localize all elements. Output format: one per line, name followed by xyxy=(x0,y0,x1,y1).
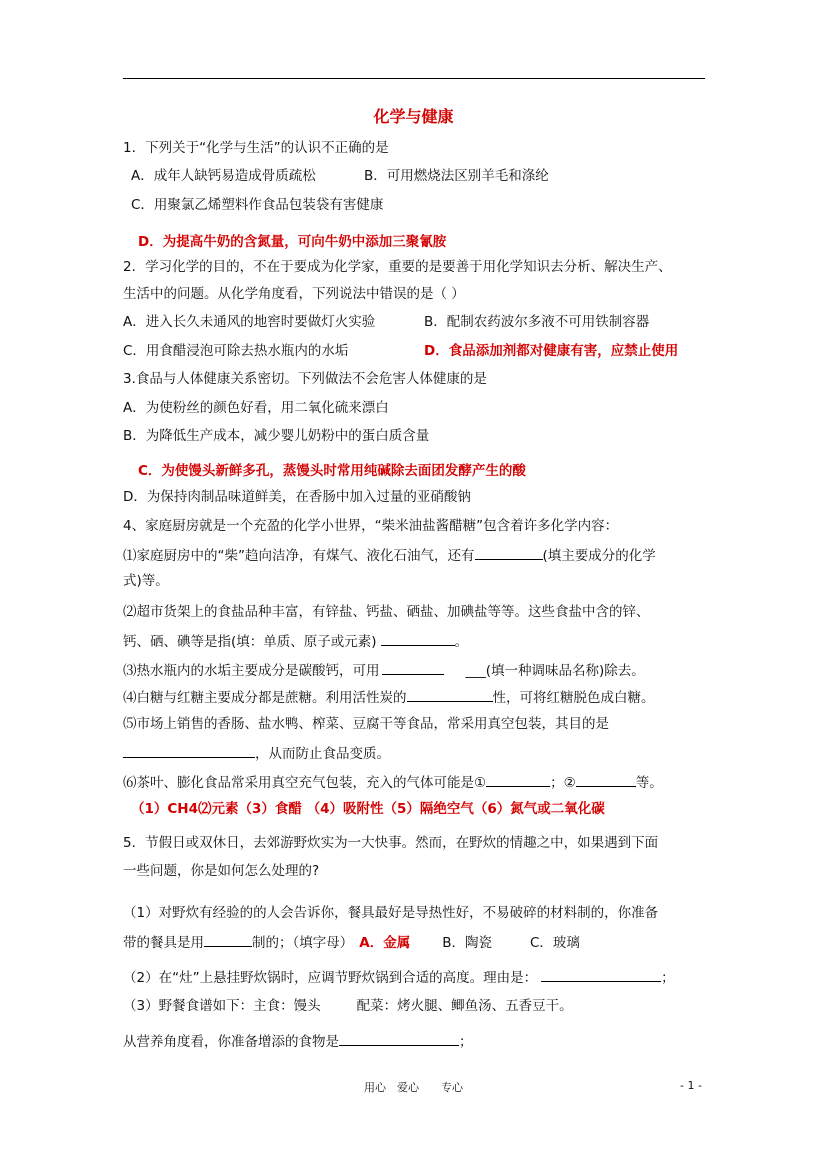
q3-option-b: B．为降低生产成本，减少婴儿奶粉中的蛋白质含量 xyxy=(123,428,430,444)
q5-part4-tail: ； xyxy=(459,1034,473,1050)
q5-part1-mid: 制的；（填字母） xyxy=(252,935,354,951)
q5-blank-1[interactable] xyxy=(204,932,252,947)
q2-option-a: A．进入长久未通风的地窖时要做灯火实验 xyxy=(123,314,376,330)
q4-stem: 4、家庭厨房就是一个充盈的化学小世界，“柴米油盐酱醋糖”包含着许多化学内容： xyxy=(123,518,619,534)
q5-part3 xyxy=(123,997,573,1015)
page-number: - 1 - xyxy=(680,1079,702,1092)
q1-option-c: C．用聚氯乙烯塑料作食品包装袋有害健康 xyxy=(131,197,384,213)
q2-stem-line1: 2．学习化学的目的，不在于要成为化学家，重要的是要善于用化学知识去分析、解决生产、 xyxy=(123,259,672,275)
q4-blank-3[interactable] xyxy=(382,660,444,675)
q4-answer: （1）CH4⑵元素（3）食醋 （4）吸附性（5）隔绝空气（6）氮气或二氧化碳 xyxy=(131,801,605,817)
q4-part2-tail: 。 xyxy=(454,634,469,650)
q4-part3 xyxy=(123,660,645,680)
q5-option-b: B．陶瓷 xyxy=(442,935,492,951)
q1-option-b: B．可用燃烧法区别羊毛和涤纶 xyxy=(364,168,549,184)
q4-blank-5[interactable] xyxy=(123,743,255,758)
q4-blank-6b[interactable] xyxy=(576,772,636,787)
q4-part5 xyxy=(123,743,390,763)
q5-part3-side: 配菜：烤火腿、鲫鱼汤、五香豆干。 xyxy=(356,998,573,1014)
q4-part4 xyxy=(123,687,655,707)
q4-part4-tail: 性，可将红糖脱色成白糖。 xyxy=(492,690,655,706)
q5-part1-text: 带的餐具是用 xyxy=(123,935,204,951)
q3-option-a: A．为使粉丝的颜色好看，用二氧化硫来漂白 xyxy=(123,400,389,416)
q3-option-d: D．为保持肉制品味道鲜美，在香肠中加入过量的亚硝酸钠 xyxy=(123,489,471,505)
q1-option-a: A．成年人缺钙易造成骨质疏松 xyxy=(131,168,316,184)
q4-part2 xyxy=(123,631,468,651)
q5-answer: A．金属 xyxy=(359,935,411,951)
q3-answer: C．为使馒头新鲜多孔，蒸馒头时常用纯碱除去面团发酵产生的酸 xyxy=(138,463,526,479)
q4-part2-line1: ⑵超市货架上的食盐品种丰富，有锌盐、钙盐、硒盐、加碘盐等等。这些食盐中含的锌、 xyxy=(123,604,650,620)
q5-part2 xyxy=(123,967,675,987)
q5-part3-text: （3）野餐食谱如下：主食：馒头 xyxy=(123,998,321,1014)
q4-part1-cont: 式)等。 xyxy=(123,573,169,589)
footer-text: 用心 爱心 专心 xyxy=(364,1081,463,1094)
page-title: 化学与健康 xyxy=(373,107,454,126)
q3-stem: 3.食品与人体健康关系密切。下列做法不会危害人体健康的是 xyxy=(123,371,487,387)
q5-part4-text: 从营养角度看，你准备增添的食物是 xyxy=(123,1034,339,1050)
q4-part6-tail: 等。 xyxy=(635,775,663,791)
q4-part6-text: ⑹茶叶、膨化食品常采用真空充气包装，充入的气体可能是① xyxy=(123,775,487,791)
q5-part1 xyxy=(123,932,580,952)
q4-part6 xyxy=(123,772,663,792)
q4-part5-tail: ，从而防止食品变质。 xyxy=(255,746,390,762)
q4-part6-sep: ；② xyxy=(550,775,576,791)
q4-part2-text: 钙、硒、碘等是指(填：单质、原子或元素) xyxy=(123,634,377,650)
q4-part4-text: ⑷白糖与红糖主要成分都是蔗糖。利用活性炭的 xyxy=(123,690,407,706)
q2-option-b: B．配制农药波尔多液不可用铁制容器 xyxy=(424,314,650,330)
q4-blank-4[interactable] xyxy=(407,687,493,702)
q5-part2-tail: ； xyxy=(661,970,675,986)
q5-option-c: C．玻璃 xyxy=(529,935,580,951)
q2-stem-line2: 生活中的问题。从化学角度看，下列说法中错误的是（ ） xyxy=(123,286,465,302)
q2-answer: D．食品添加剂都对健康有害，应禁止使用 xyxy=(424,343,679,359)
q4-part1-tail: (填主要成分的化学 xyxy=(542,548,656,564)
q5-part4 xyxy=(123,1031,473,1051)
q2-option-c: C．用食醋浸泡可除去热水瓶内的水垢 xyxy=(123,343,349,359)
q4-part1 xyxy=(123,545,656,565)
q5-part1-line1: （1）对野炊有经验的的人会告诉你，餐具最好是导热性好，不易破碎的材料制的，你准备 xyxy=(123,905,659,921)
q5-blank-2[interactable] xyxy=(541,967,661,982)
q1-stem: 1．下列关于“化学与生活”的认识不正确的是 xyxy=(123,140,389,156)
q5-part2-text: （2）在“灶”上悬挂野炊锅时，应调节野炊锅到合适的高度。理由是： xyxy=(123,970,538,986)
q4-blank-1[interactable] xyxy=(475,545,543,560)
q4-blank-2[interactable] xyxy=(381,631,455,646)
q4-part3-text: ⑶热水瓶内的水垢主要成分是碳酸钙，可用 xyxy=(123,663,380,679)
q4-part1-text: ⑴家庭厨房中的“柴”趋向洁净，有煤气、液化石油气，还有 xyxy=(123,548,475,564)
q4-part3-tail: ___(填一种调味品名称)除去。 xyxy=(465,663,645,679)
q4-part5-line1: ⑸市场上销售的香肠、盐水鸭、榨菜、豆腐干等食品，常采用真空包装，其目的是 xyxy=(123,716,609,732)
header-rule xyxy=(123,78,705,79)
q4-blank-6a[interactable] xyxy=(486,772,550,787)
q1-answer: D．为提高牛奶的含氮量，可向牛奶中添加三聚氰胺 xyxy=(138,234,447,250)
q5-blank-4[interactable] xyxy=(339,1031,459,1046)
q5-stem-line2: 一些问题，你是如何怎么处理的? xyxy=(123,863,320,879)
q5-stem-line1: 5．节假日或双休日，去郊游野炊实为一大快事。然而，在野炊的情趣之中，如果遇到下面 xyxy=(123,835,659,851)
